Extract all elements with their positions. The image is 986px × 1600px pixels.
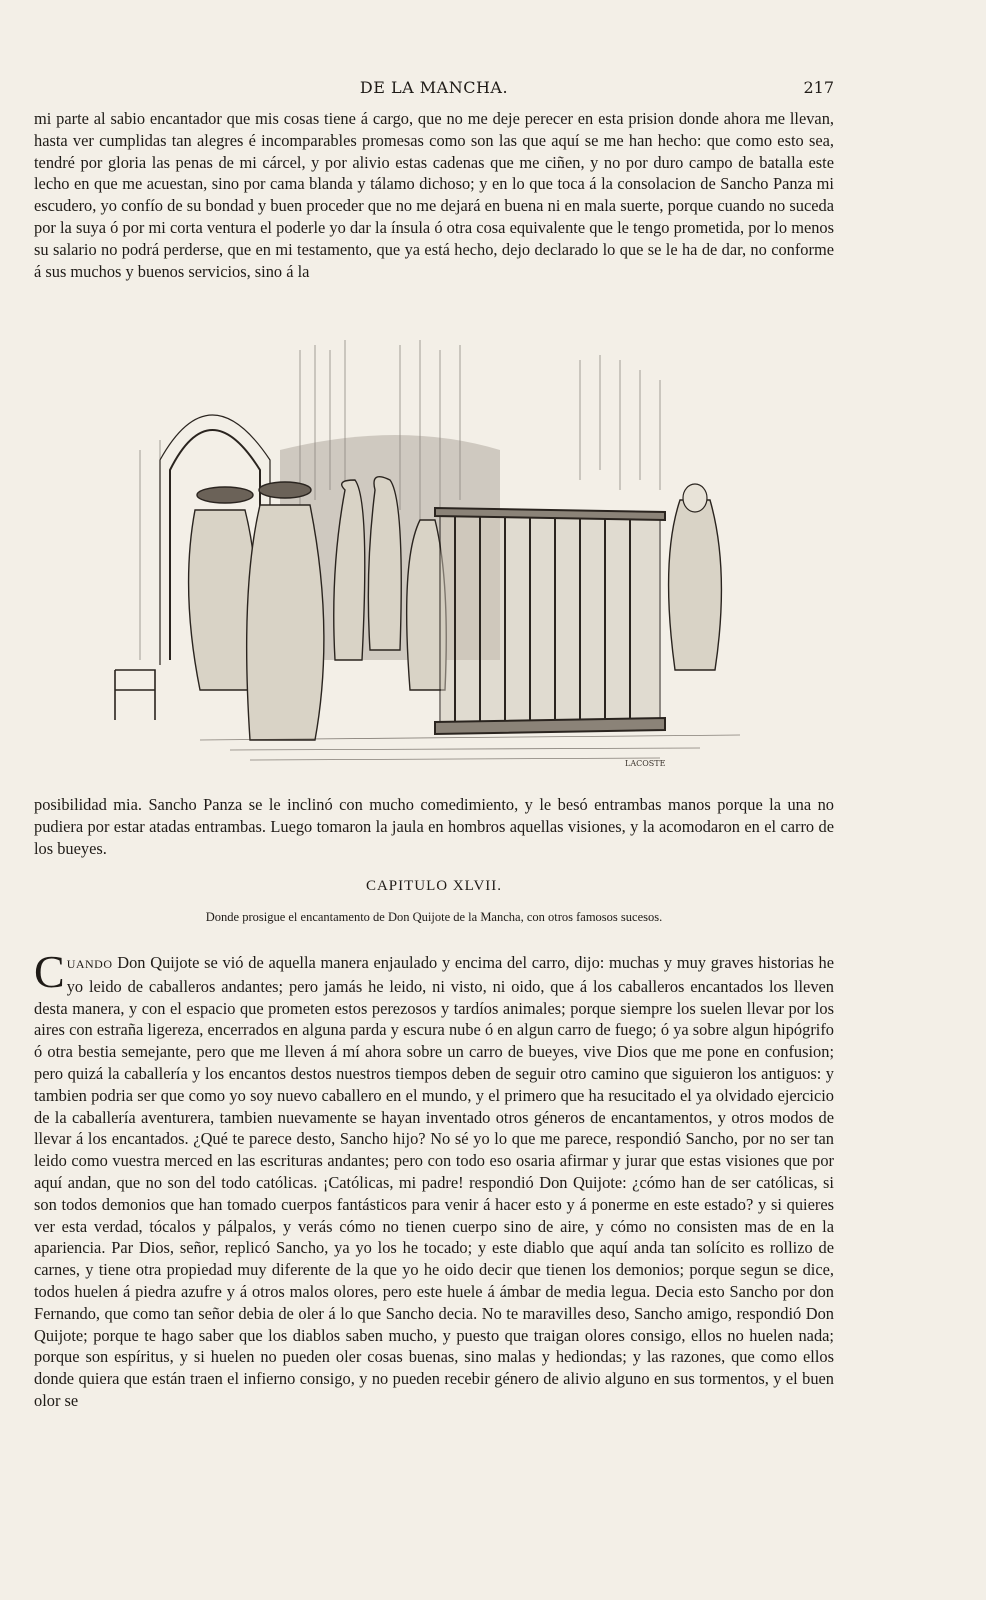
first-word-smallcaps: UANDO: [66, 957, 113, 971]
chapter-title: CAPITULO XLVII.: [365, 878, 503, 894]
page-number: 217: [803, 78, 834, 97]
drop-cap: C: [34, 952, 65, 997]
engraving-illustration: [100, 330, 760, 780]
chapter-subtitle: Donde prosigue el encantamento de Don Quijote de la Mancha, con otros famosos sucesos.: [205, 910, 663, 924]
chapter-body: [34, 952, 834, 1478]
running-title: DE LA MANCHA.: [359, 78, 509, 97]
page-header: [34, 78, 834, 102]
paragraph-after-illustration: posibilidad mia. Sancho Panza se le inclinó con mucho comedimiento, y le besó entrambas manos porque la una no pudiera por estar atadas entrambas. Luego tomaron la jaula en hombros aquellas visiones, y la acomodaron en el carro de los bueyes.: [34, 795, 834, 858]
engraver-signature: LACOSTE: [625, 759, 666, 768]
paragraph-top: mi parte al sabio encantador que mis cosas tiene á cargo, que no me deje perecer en esta prision donde ahora me llevan, hasta ver cumplidas tan alegres é incomparables promesas como son las que aquí se me han hecho: que como esto sea, tendré por gloria las penas de mi cárcel, y por alivio estas cadenas que me ciñen, y no por duro campo de batalla este lecho en que me acuestan, sino por cama blanda y tálamo dichoso; y en lo que toca á la consolacion de Sancho Panza mi escudero, yo confío de su bondad y buen proceder que no me dejará en buena ni en mala suerte, porque cuando no suceda por la suya ó por mi corta ventura el poderle yo dar la ínsula ó otra cosa equivalente que le tengo prometida, por lo menos su salario no podrá perderse, que en mi testamento, que ya está hecho, dejo declarado lo que se le ha de dar, no conforme á sus muchos y buenos servicios, sino á la: [34, 109, 834, 281]
chapter-body-text: Don Quijote se vió de aquella manera enjaulado y encima del carro, dijo: muchas y muy graves historias he yo leido de caballeros andantes; pero jamás he leido, ni visto, ni oido, que á los caballeros encantados los lleven desta manera, y con el espacio que prometen estos perezosos y tardíos animales; porque siempre los suelen llevar por los aires con estraña ligereza, encerrados en alguna parda y escura nube ó en algun carro de fuego; ó ya sobre algun hipógrifo ó otra bestia semejante, pero que me lleven á mí ahora sobre un carro de bueyes, vive Dios que me pone en confusion; pero quizá la caballería y los encantos destos nuestros tiempos deben de seguir otro camino que siguieron los antiguos: y tambien podria ser que como yo soy nuevo caballero en el mundo, y el primero que ha resucitado el ya olvidado ejercicio de la caballería aventurera, tambien nuevamente se hayan inventado otros géneros de encantamentos, y otros modos de llevar á los encantados. ¿Qué te parece desto, Sancho hijo? No sé yo lo que me parece, respondió Sancho, por no ser tan leido como vuestra merced en las escrituras andantes; pero con todo eso osaria afirmar y jurar que estas visiones que por aquí andan, que no son del todo católicas. ¡Católicas, mi padre! respondió Don Quijote: ¿cómo han de ser católicas, si son todos demonios que han tomado cuerpos fantásticos para venir á hacer esto y á ponerme en este estado? y si quieres ver esta verdad, tócalos y pálpalos, y verás cómo no tienen cuerpo sino de aire, y cómo no consisten mas de en la apariencia. Par Dios, señor, replicó Sancho, ya yo los he tocado; y este diablo que aquí anda tan solícito es rollizo de carnes, y tiene otra propiedad muy diferente de la que yo he oido decir que tienen los demonios; porque segun se dice, todos huelen á piedra azufre y á otros malos olores, pero este huele á ámbar de media legua. Decia esto Sancho por don Fernando, que como tan señor debia de oler á lo que Sancho decia. No te maravilles deso, Sancho amigo, respondió Don Quijote; porque te hago saber que los diablos saben mucho, y puesto que traigan olores consigo, ellos no huelen nada; porque son espíritus, y si huelen no pueden oler cosas buenas, sino malas y hediondas; y las razones, que como ellos donde quiera que están traen el infierno consigo, y no pueden recebir género de alivio alguno en sus tormentos, y el buen olor se: [34, 953, 834, 1410]
